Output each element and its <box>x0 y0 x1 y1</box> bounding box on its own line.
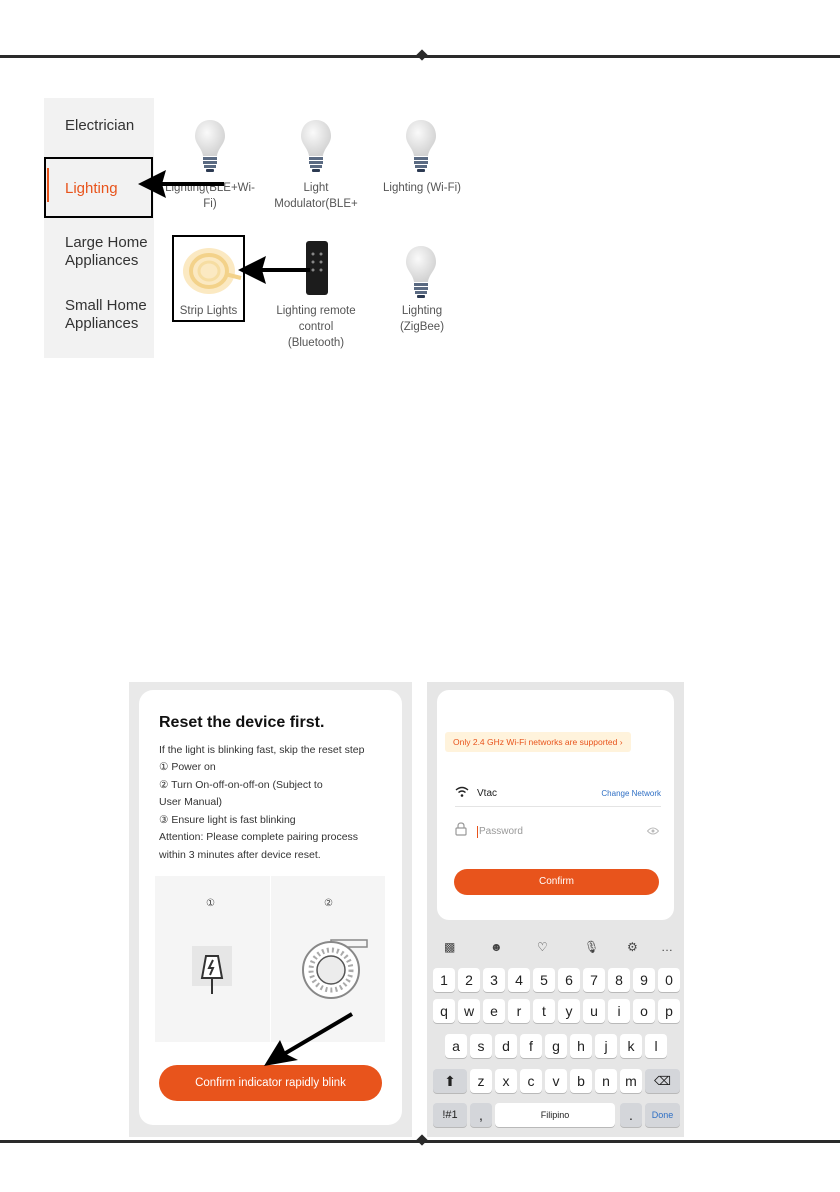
key-i[interactable]: i <box>608 999 630 1023</box>
shift-key[interactable]: ⬆ <box>433 1069 467 1093</box>
lock-icon <box>455 822 467 836</box>
password-field[interactable] <box>455 818 661 842</box>
key-z[interactable]: z <box>470 1069 492 1093</box>
key-e[interactable]: e <box>483 999 505 1023</box>
wifi-network-row <box>455 782 661 807</box>
bulb-icon <box>299 118 333 174</box>
top-rule <box>0 55 840 58</box>
key-t[interactable]: t <box>533 999 555 1023</box>
device-lighting-wifi[interactable]: Lighting (Wi-Fi) <box>383 182 461 194</box>
key-g[interactable]: g <box>545 1034 567 1058</box>
arrow-to-confirm-button <box>258 1010 358 1070</box>
wifi-band-tip[interactable]: Only 2.4 GHz Wi-Fi networks are supported › <box>445 732 631 752</box>
key-u[interactable]: u <box>583 999 605 1023</box>
bottom-rule <box>0 1140 840 1143</box>
key-0[interactable]: 0 <box>658 968 680 992</box>
key-4[interactable]: 4 <box>508 968 530 992</box>
key-x[interactable]: x <box>495 1069 517 1093</box>
key-3[interactable]: 3 <box>483 968 505 992</box>
key-f[interactable]: f <box>520 1034 542 1058</box>
reset-instruction: If the light is blinking fast, skip the reset step <box>159 744 365 756</box>
key-l[interactable]: l <box>645 1034 667 1058</box>
arrow-to-strip-lights <box>234 250 314 290</box>
device-lighting-zigbee[interactable]: Lighting (ZigBee) <box>399 305 445 333</box>
key-8[interactable]: 8 <box>608 968 630 992</box>
reset-instruction: Attention: Please complete pairing process <box>159 831 359 843</box>
power-plug-icon <box>190 944 234 996</box>
gear-icon[interactable]: ⚙ <box>627 940 638 954</box>
wifi-card <box>437 690 674 920</box>
password-placeholder: Password <box>479 826 523 837</box>
bulb-icon <box>404 118 438 174</box>
key-q[interactable]: q <box>433 999 455 1023</box>
key-r[interactable]: r <box>508 999 530 1023</box>
more-icon[interactable]: … <box>661 940 673 954</box>
space-bar[interactable]: Filipino <box>495 1103 615 1127</box>
eye-icon[interactable] <box>647 827 659 835</box>
category-electrician[interactable]: Electrician <box>65 117 135 134</box>
category-small-home-appliances[interactable]: Small Home Appliances <box>65 297 147 332</box>
device-lighting-ble-wifi[interactable]: Lighting(BLE+Wi- Fi) <box>165 182 255 210</box>
key-k[interactable]: k <box>620 1034 642 1058</box>
bulb-icon <box>404 244 438 300</box>
reset-instruction: within 3 minutes after device reset. <box>159 849 321 861</box>
light-ring-icon <box>301 936 369 1000</box>
emoji-icon[interactable]: ☻ <box>490 940 503 954</box>
key-7[interactable]: 7 <box>583 968 605 992</box>
reset-instruction: ③ Ensure light is fast blinking <box>159 814 296 826</box>
keyboard-toolbar <box>427 936 684 960</box>
reset-instruction: User Manual) <box>159 796 223 808</box>
key-5[interactable]: 5 <box>533 968 555 992</box>
key-c[interactable]: c <box>520 1069 542 1093</box>
key-n[interactable]: n <box>595 1069 617 1093</box>
wifi-screen <box>427 682 684 1137</box>
heart-icon[interactable]: ♡ <box>537 940 548 954</box>
key-b[interactable]: b <box>570 1069 592 1093</box>
category-lighting[interactable]: Lighting <box>65 180 118 197</box>
step-two-label: ② <box>324 898 333 909</box>
backspace-key[interactable]: ⌫ <box>645 1069 680 1093</box>
key-v[interactable]: v <box>545 1069 567 1093</box>
symbols-key[interactable]: !#1 <box>433 1103 467 1127</box>
device-lighting-remote[interactable]: Lighting remote control (Bluetooth) <box>276 305 356 349</box>
change-network-link[interactable]: Change Network <box>601 789 661 798</box>
device-strip-lights[interactable]: Strip Lights <box>179 305 238 317</box>
key-o[interactable]: o <box>633 999 655 1023</box>
key-1[interactable]: 1 <box>433 968 455 992</box>
key-d[interactable]: d <box>495 1034 517 1058</box>
category-large-home-appliances[interactable]: Large Home Appliances <box>65 234 148 269</box>
arrow-to-lighting <box>128 160 228 210</box>
reset-instruction: ① Power on <box>159 761 216 773</box>
key-s[interactable]: s <box>470 1034 492 1058</box>
wifi-icon <box>455 786 469 798</box>
key-9[interactable]: 9 <box>633 968 655 992</box>
done-key[interactable]: Done <box>645 1103 680 1127</box>
wifi-confirm-button[interactable]: Confirm <box>454 869 659 895</box>
comma-key[interactable]: , <box>470 1103 492 1127</box>
reset-instruction: ② Turn On-off-on-off-on (Subject to <box>159 779 323 791</box>
key-y[interactable]: y <box>558 999 580 1023</box>
key-h[interactable]: h <box>570 1034 592 1058</box>
key-m[interactable]: m <box>620 1069 642 1093</box>
step-one-label: ① <box>206 898 215 909</box>
key-p[interactable]: p <box>658 999 680 1023</box>
key-6[interactable]: 6 <box>558 968 580 992</box>
period-key[interactable]: . <box>620 1103 642 1127</box>
confirm-rapid-blink-button[interactable]: Confirm indicator rapidly blink <box>159 1065 382 1101</box>
reset-title: Reset the device first. <box>159 714 325 731</box>
key-a[interactable]: a <box>445 1034 467 1058</box>
device-light-modulator[interactable]: Light Modulator(BLE+ <box>274 182 358 210</box>
sticker-icon[interactable]: ▩ <box>444 940 456 954</box>
key-j[interactable]: j <box>595 1034 617 1058</box>
key-w[interactable]: w <box>458 999 480 1023</box>
key-2[interactable]: 2 <box>458 968 480 992</box>
microphone-icon[interactable]: 🎙 <box>584 940 600 954</box>
wifi-ssid: Vtac <box>477 788 498 799</box>
